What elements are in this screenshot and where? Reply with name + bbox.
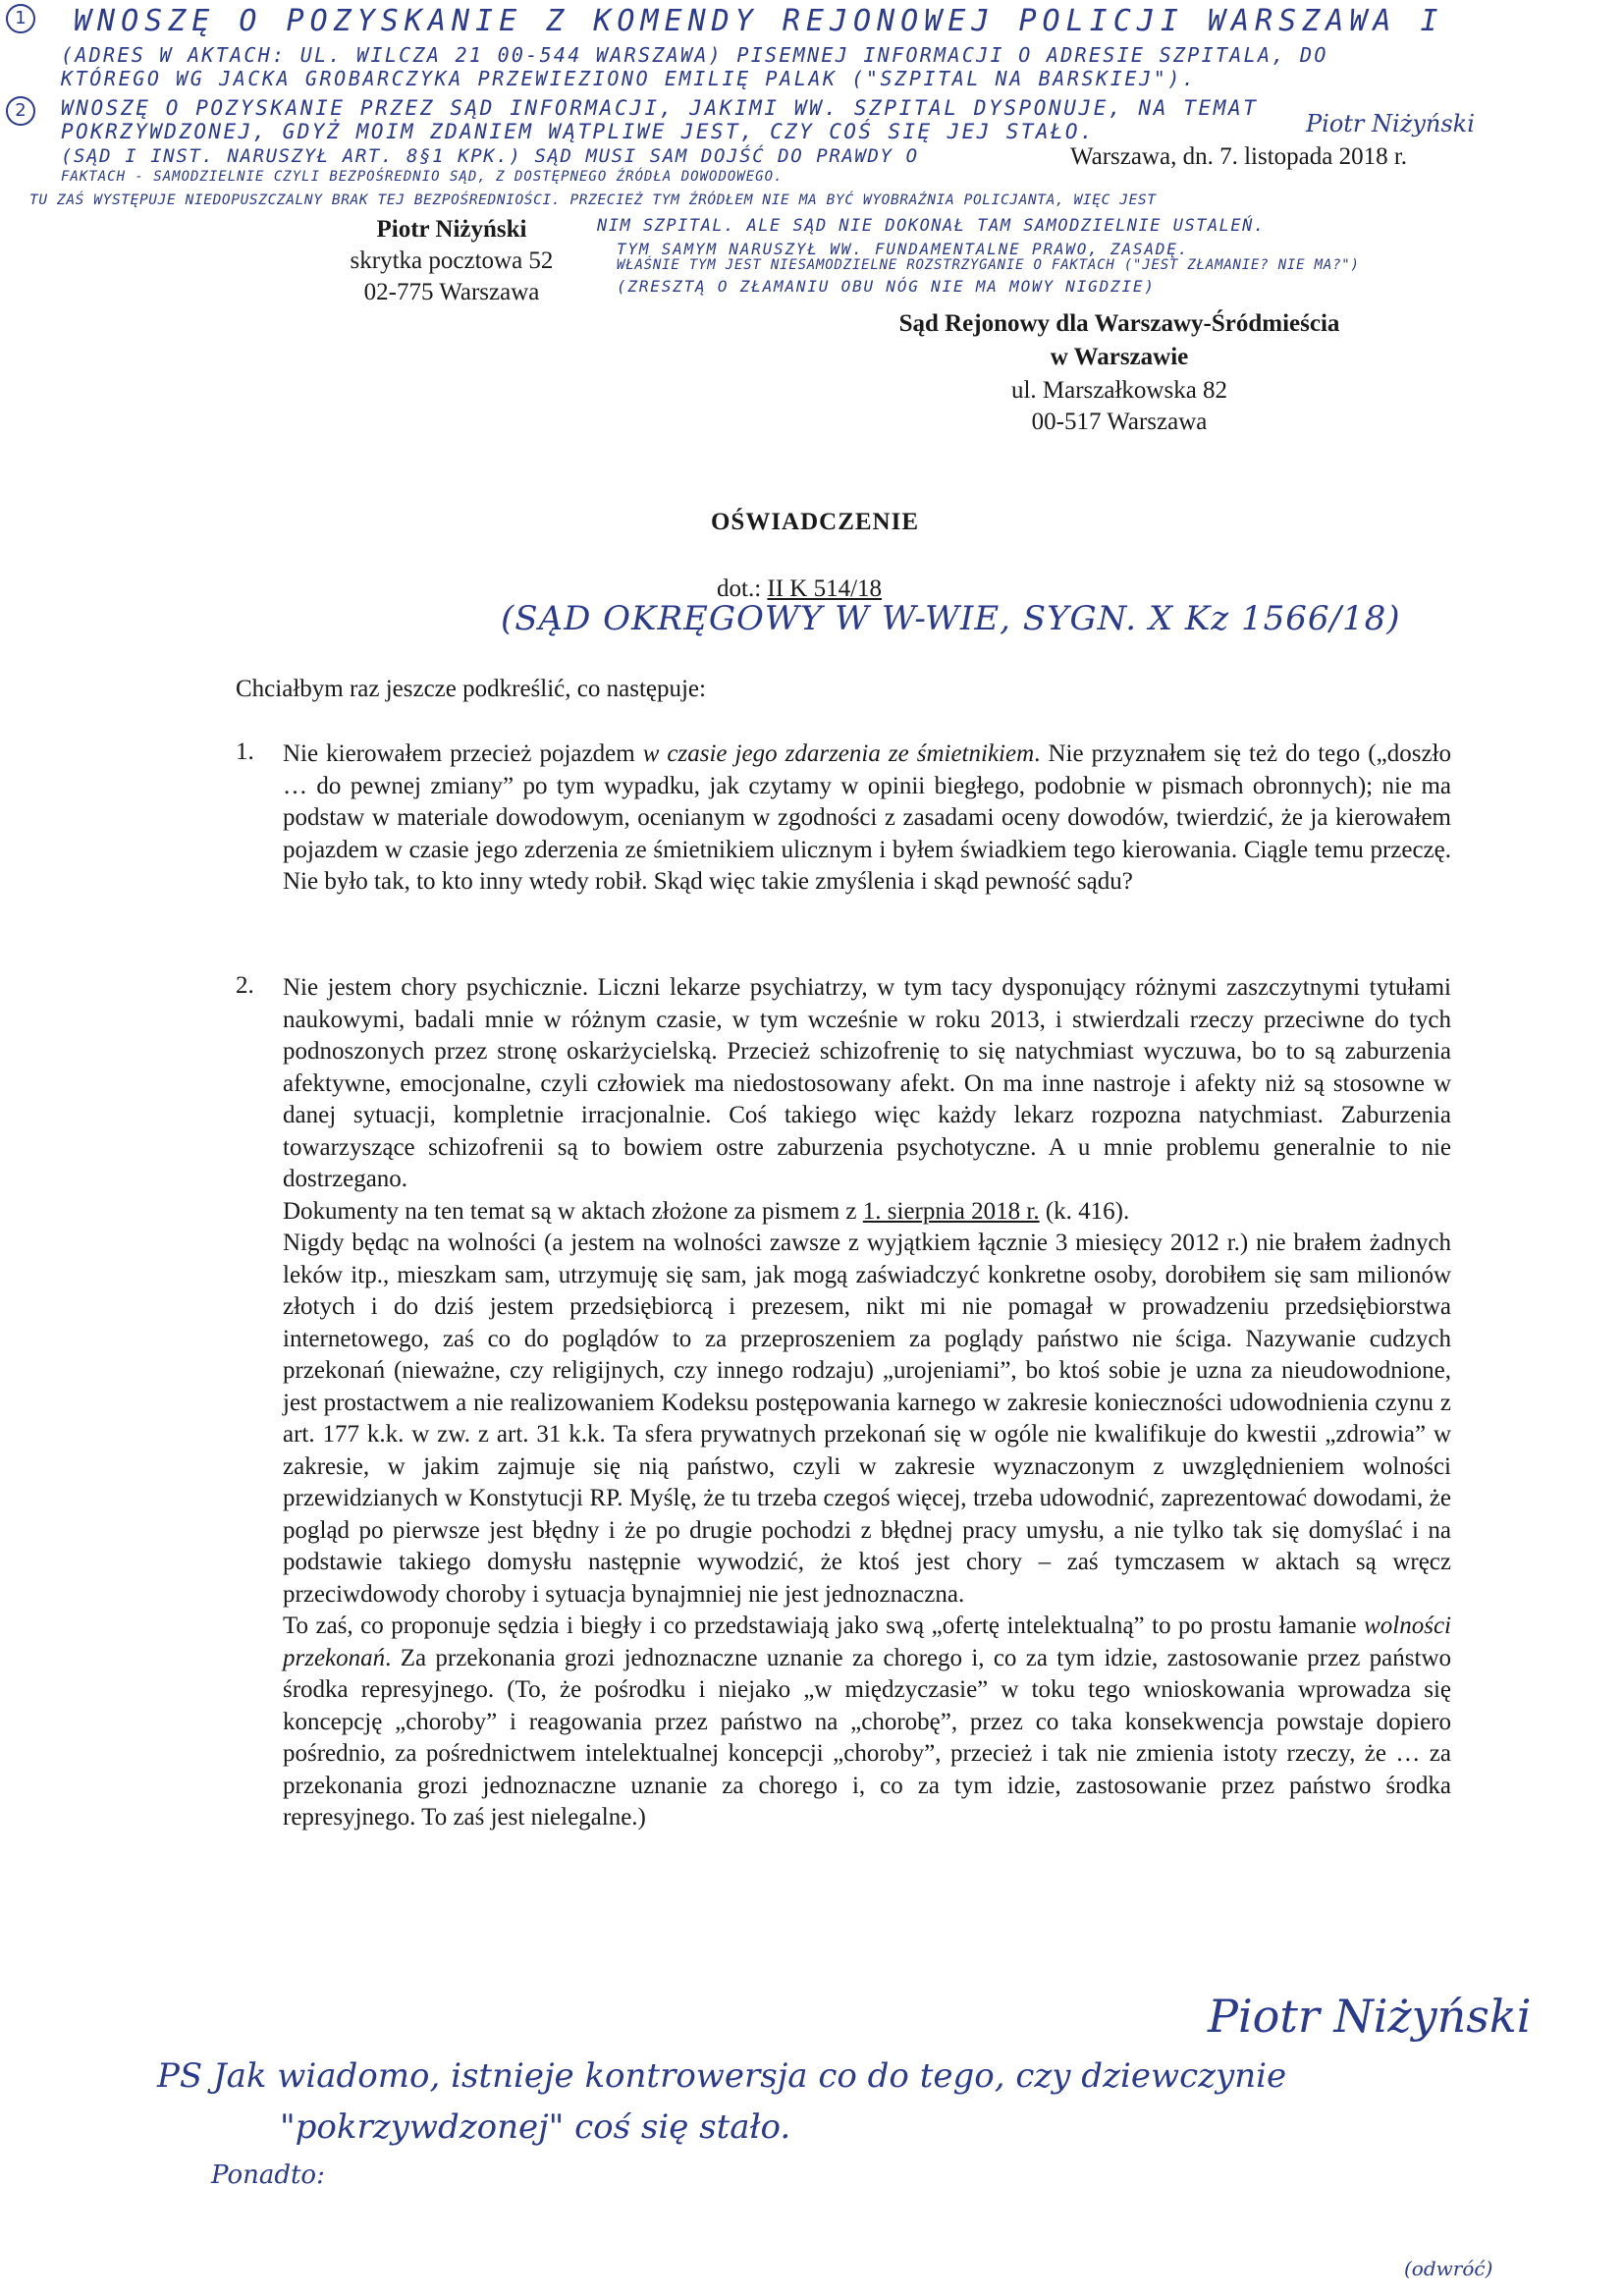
handwritten-note2-line7: TYM SAMYM NARUSZYŁ WW. FUNDAMENTALNE PRAWO, ZASADĘ. bbox=[617, 240, 1190, 258]
handwritten-note2-line6: NIM SZPITAL. ALE SĄD NIE DOKONAŁ TAM SAMODZIELNIE USTALEŃ. bbox=[597, 216, 1266, 236]
handwritten-note2-line5: TU ZAŚ WYSTĘPUJE NIEDOPUSZCZALNY BRAK TEJ BEZPOŚREDNIOŚCI. PRZECIEŻ TYM ŹRÓDŁEM NIE MA BYĆ WYOBRAŹNIA POLICJANTA, WIĘC JEST bbox=[29, 192, 1157, 208]
case-ref-number: II K 514/18 bbox=[767, 575, 883, 602]
handwritten-bottom-signature: Piotr Niżyński bbox=[1208, 1990, 1532, 2043]
item2-p4-part3: . Za przekonania grozi jednoznaczne uznanie za chorego i, co za tym idzie, zastosowanie przez państwo środka represyjnego. (To, że pośrodku i niejako „w międzyczasie” w toku tego wnioskowania wprowadza się koncepcję „choroby” i reagowania przez państwo na „chorobę”, przez co taka konsekwencja powstaje dopiero pośrednio, za pośrednictwem intelektualnej koncepcji „choroby”, przecież i tak nie zmienia istoty rzeczy, że … za przekonania grozi jednoznaczne uznanie za chorego i, co za tym idzie, zastosowanie przez państwo środka represyjnego. To zaś jest nielegalne.) bbox=[283, 1644, 1451, 1831]
sender-address2: 02-775 Warszawa bbox=[363, 279, 540, 305]
item1-part1: Nie kierowałem przecież pojazdem bbox=[283, 740, 643, 767]
handwritten-note2-line4: FAKTACH - SAMODZIELNIE CZYLI BEZPOŚREDNIO SĄD, Z DOSTĘPNEGO ŹRÓDŁA DOWODOWEGO. bbox=[61, 169, 784, 185]
handwritten-note1-line3: KTÓREGO WG JACKA GROBARCZYKA PRZEWIEZIONO EMILIĘ PALAK ("SZPITAL NA BARSKIEJ"). bbox=[61, 67, 1197, 90]
note2-marker: 2 bbox=[6, 96, 35, 126]
case-ref-label: dot.: bbox=[717, 575, 762, 602]
sender-name: Piotr Niżyński bbox=[376, 216, 527, 243]
handwritten-note1-line2: (ADRES W AKTACH: UL. WILCZA 21 00-544 WARSZAWA) PISEMNEJ INFORMACJI O ADRESIE SZPITALA, DO bbox=[61, 43, 1328, 67]
item2-p4-italic: wolności przekonań bbox=[283, 1613, 1451, 1671]
item2-p4-part1: To zaś, co proponuje sędzia i biegły i co przedstawiają jako swą „ofertę intelektualną” to po prostu łamanie bbox=[283, 1613, 1365, 1639]
handwritten-case-extra: (SĄD OKRĘGOWY W W-WIE, SYGN. X Kz 1566/18) bbox=[501, 599, 1401, 638]
item2-paragraph2 bbox=[283, 1196, 1451, 1229]
handwritten-note2-line3: (SĄD I INST. NARUSZYŁ ART. 8§1 KPK.) SĄD MUSI SAM DOJŚĆ DO PRAWDY O bbox=[61, 145, 919, 167]
handwritten-note2-line1: WNOSZĘ O POZYSKANIE PRZEZ SĄD INFORMACJI, JAKIMI WW. SZPITAL DYSPONUJE, NA TEMAT bbox=[61, 96, 1259, 120]
handwritten-ps-line2: "pokrzywdzonej" coś się stało. bbox=[280, 2107, 791, 2147]
handwritten-note2-line9: (ZRESZTĄ O ZŁAMANIU OBU NÓG NIE MA MOWY NIGDZIE) bbox=[617, 277, 1156, 296]
handwritten-turn-over: (odwróć) bbox=[1404, 2257, 1493, 2280]
intro-text: Chciałbym raz jeszcze podkreślić, co następuje: bbox=[236, 676, 706, 702]
handwritten-ps-line3: Ponadto: bbox=[211, 2160, 325, 2190]
handwritten-note2-line2: POKRZYWDZONEJ, GDYŻ MOIM ZDANIEM WĄTPLIWE JEST, CZY COŚ SIĘ JEJ STAŁO. bbox=[61, 120, 1096, 143]
item2-number: 2. bbox=[236, 972, 254, 999]
document-title: OŚWIADCZENIE bbox=[710, 509, 920, 535]
item2-p2-part1: Dokumenty na ten temat są w aktach złożone za pismem z bbox=[283, 1197, 863, 1225]
place-date: Warszawa, dn. 7. listopada 2018 r. bbox=[1070, 143, 1408, 170]
handwritten-note2-line8: WŁAŚNIE TYM JEST NIESAMODZIELNE ROZSTRZYGANIE O FAKTACH ("JEST ZŁAMANIE? NIE MA?") bbox=[617, 257, 1360, 273]
handwritten-ps-line1: PS Jak wiadomo, istnieje kontrowersja co do tego, czy dziewczynie bbox=[157, 2056, 1287, 2096]
recipient-street: ul. Marszałkowska 82 bbox=[1010, 377, 1228, 404]
item1-italic: w czasie jego zdarzenia ze śmietnikiem bbox=[642, 740, 1035, 767]
item1-text bbox=[283, 738, 1451, 899]
item2-p2-part3: (k. 416). bbox=[1039, 1197, 1130, 1225]
item1-number: 1. bbox=[236, 738, 254, 765]
recipient-name: Sąd Rejonowy dla Warszawy-Śródmieścia bbox=[898, 310, 1340, 337]
item2-text bbox=[283, 972, 1451, 1834]
sender-address1: skrytka pocztowa 52 bbox=[350, 247, 554, 274]
recipient-postal: 00-517 Warszawa bbox=[1031, 409, 1208, 435]
item2-paragraph4 bbox=[283, 1611, 1451, 1834]
recipient-city: w Warszawie bbox=[1050, 344, 1189, 370]
item1-part3: . Nie przyznałem się też do tego („doszło … do pewnej zmiany” po tym wypadku, jak czytamy w opinii biegłego, podobnie w pismach obronnych); nie ma podstaw w materiale dowodowym, ocenianym w zgodności z zasadami oceny dowodów, twierdzić, że ja kierowałem pojazdem w czasie jego zderzenia ze śmietnikiem ulicznym i byłem świadkiem tego kierowania. Ciągle temu przeczę. Nie było tak, to kto inny wtedy robił. Skąd więc takie zmyślenia i skąd pewność sądu? bbox=[283, 740, 1452, 895]
note1-marker: 1 bbox=[6, 4, 35, 33]
item2-paragraph3: Nigdy będąc na wolności (a jestem na wolności zawsze z wyjątkiem łącznie 3 miesięcy 2012 r.) nie brałem żadnych leków itp., mieszkam sam, utrzymuję się sam, jak mogą zaświadczyć konkretne osoby, dorobiłem się sam milionów złotych i do dziś jestem przedsiębiorcą i prezesem, nikt mi nie pomagał w prowadzeniu przedsiębiorstwa internetowego, zaś co do poglądów to za przeproszeniem za poglądy państwo nie ściga. Nazywanie cudzych przekonań (nieważne, czy religijnych, czy innego rodzaju) „urojeniami”, bo ktoś sobie je uzna za nieudowodnione, jest prostactwem a nie realizowaniem Kodeksu postępowania karnego w zakresie konieczności udowodnienia czynu z art. 177 k.k. w zw. z art. 31 k.k. Ta sfera prywatnych przekonań się w ogóle nie kwalifikuje do kwestii „zdrowia” w zakresie, w jakim zajmuje się nią państwo, czyli w zakresie wyznaczonym z uwzględnieniem wolności przewidzianych w Konstytucji RP. Myślę, że tu trzeba czegoś więcej, trzeba udowodnić, zaprezentować dowodami, że pogląd po pierwsze jest błędny i że po drugie pochodzi z błędnej pracy umysłu, a nie tylko tak się domyślać i na podstawie takiego domysłu następnie wywodzić, że ktoś jest chory – zaś tymczasem w aktach są wręcz przeciwdowody choroby i sytuacja bynajmniej nie jest jednoznaczna. bbox=[283, 1230, 1451, 1608]
item2-paragraph1: Nie jestem chory psychicznie. Liczni lekarze psychiatrzy, w tym tacy dysponujący różnymi zaszczytnymi tytułami naukowymi, badali mnie w różnym czasie, w tym wcześnie w roku 2013, i stwierdzali rzeczy przeciwne do tych podnoszonych przez stronę oskarżycielską. Przecież schizofrenię to się natychmiast wyczuwa, bo to są zaburzenia afektywne, emocjonalne, czyli człowiek ma niedostosowany afekt. On ma inne nastroje i afekty niż są stosowne w danej sytuacji, kompletnie irracjonalnie. Coś takiego więc każdy lekarz rozpozna natychmiast. Zaburzenia towarzyszące schizofrenii są to bowiem ostre zaburzenia psychotyczne. A u mnie problemu generalnie to nie dostrzegano. bbox=[283, 974, 1451, 1192]
handwritten-note1-line1: WNOSZĘ O POZYSKANIE Z KOMENDY REJONOWEJ POLICJI WARSZAWA I bbox=[74, 4, 1444, 38]
item2-p2-date: 1. sierpnia 2018 r. bbox=[862, 1197, 1040, 1225]
handwritten-top-signature: Piotr Niżyński bbox=[1306, 110, 1475, 137]
